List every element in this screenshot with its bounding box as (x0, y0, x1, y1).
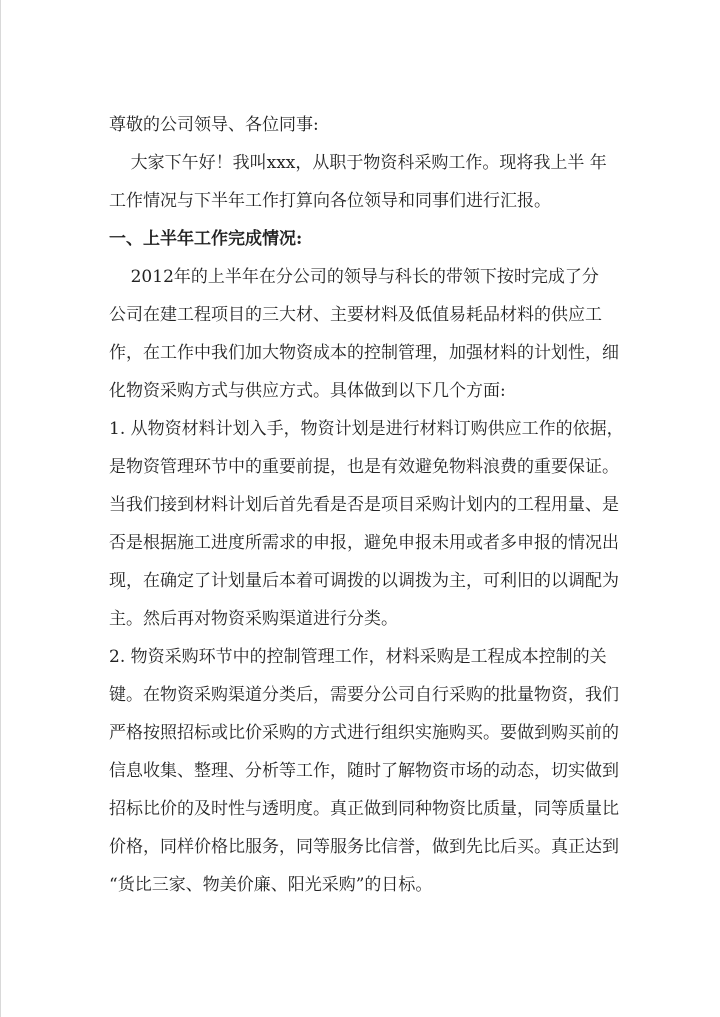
item-2-line: 2. 物资采购环节中的控制管理工作，材料采购是工程成本控制的关 (109, 647, 607, 667)
item-2-line: 信息收集、整理、分析等工作，随时了解物资市场的动态，切实做到 (109, 761, 619, 781)
item-2-line: 严格按照招标或比价采购的方式进行组织实施购买。要做到购买前的 (109, 723, 619, 743)
item-2-line: 招标比价的及时性与透明度。真正做到同种物资比质量，同等质量比 (109, 799, 619, 819)
item-1-line: 现，在确定了计划量后本着可调拨的以调拨为主，可利旧的以调配为 (109, 571, 619, 591)
item-2-line: 价格，同样价格比服务，同等服务比信誉，做到先比后买。真正达到 (109, 837, 619, 857)
paragraph-line: 2012年的上半年在分公司的领导与科长的带领下按时完成了分 (109, 267, 599, 287)
item-1-line: 主。然后再对物资采购渠道进行分类。 (109, 609, 398, 629)
item-1-line: 是物资管理环节中的重要前提，也是有效避免物料浪费的重要保证。 (109, 457, 619, 477)
item-1-line: 当我们接到材料计划后首先看是否是项目采购计划内的工程用量、是 (109, 495, 619, 515)
greeting: 尊敬的公司领导、各位同事: (109, 115, 319, 135)
paragraph-line: 公司在建工程项目的三大材、主要材料及低值易耗品材料的供应工 (109, 305, 602, 325)
section-heading: 一、上半年工作完成情况: (109, 229, 303, 249)
item-1-line: 否是根据施工进度所需求的申报，避免申报未用或者多申报的情况出 (109, 533, 619, 553)
item-2-line: 键。在物资采购渠道分类后，需要分公司自行采购的批量物资，我们 (109, 685, 619, 705)
document-body (109, 106, 629, 904)
item-2-line: “货比三家、物美价廉、阳光采购”的日标。 (109, 875, 433, 895)
intro-line: 工作情况与下半年工作打算向各位领导和同事们进行汇报。 (109, 191, 551, 211)
intro-line: 大家下午好！我叫xxx，从职于物资科采购工作。现将我上半 年 (109, 153, 607, 173)
paragraph-line: 化物资采购方式与供应方式。具体做到以下几个方面: (109, 381, 506, 401)
paragraph-line: 作，在工作中我们加大物资成本的控制管理，加强材料的计划性，细 (109, 343, 619, 363)
item-1-line: 1. 从物资材料计划入手，物资计划是进行材料订购供应工作的依据， (109, 419, 624, 439)
